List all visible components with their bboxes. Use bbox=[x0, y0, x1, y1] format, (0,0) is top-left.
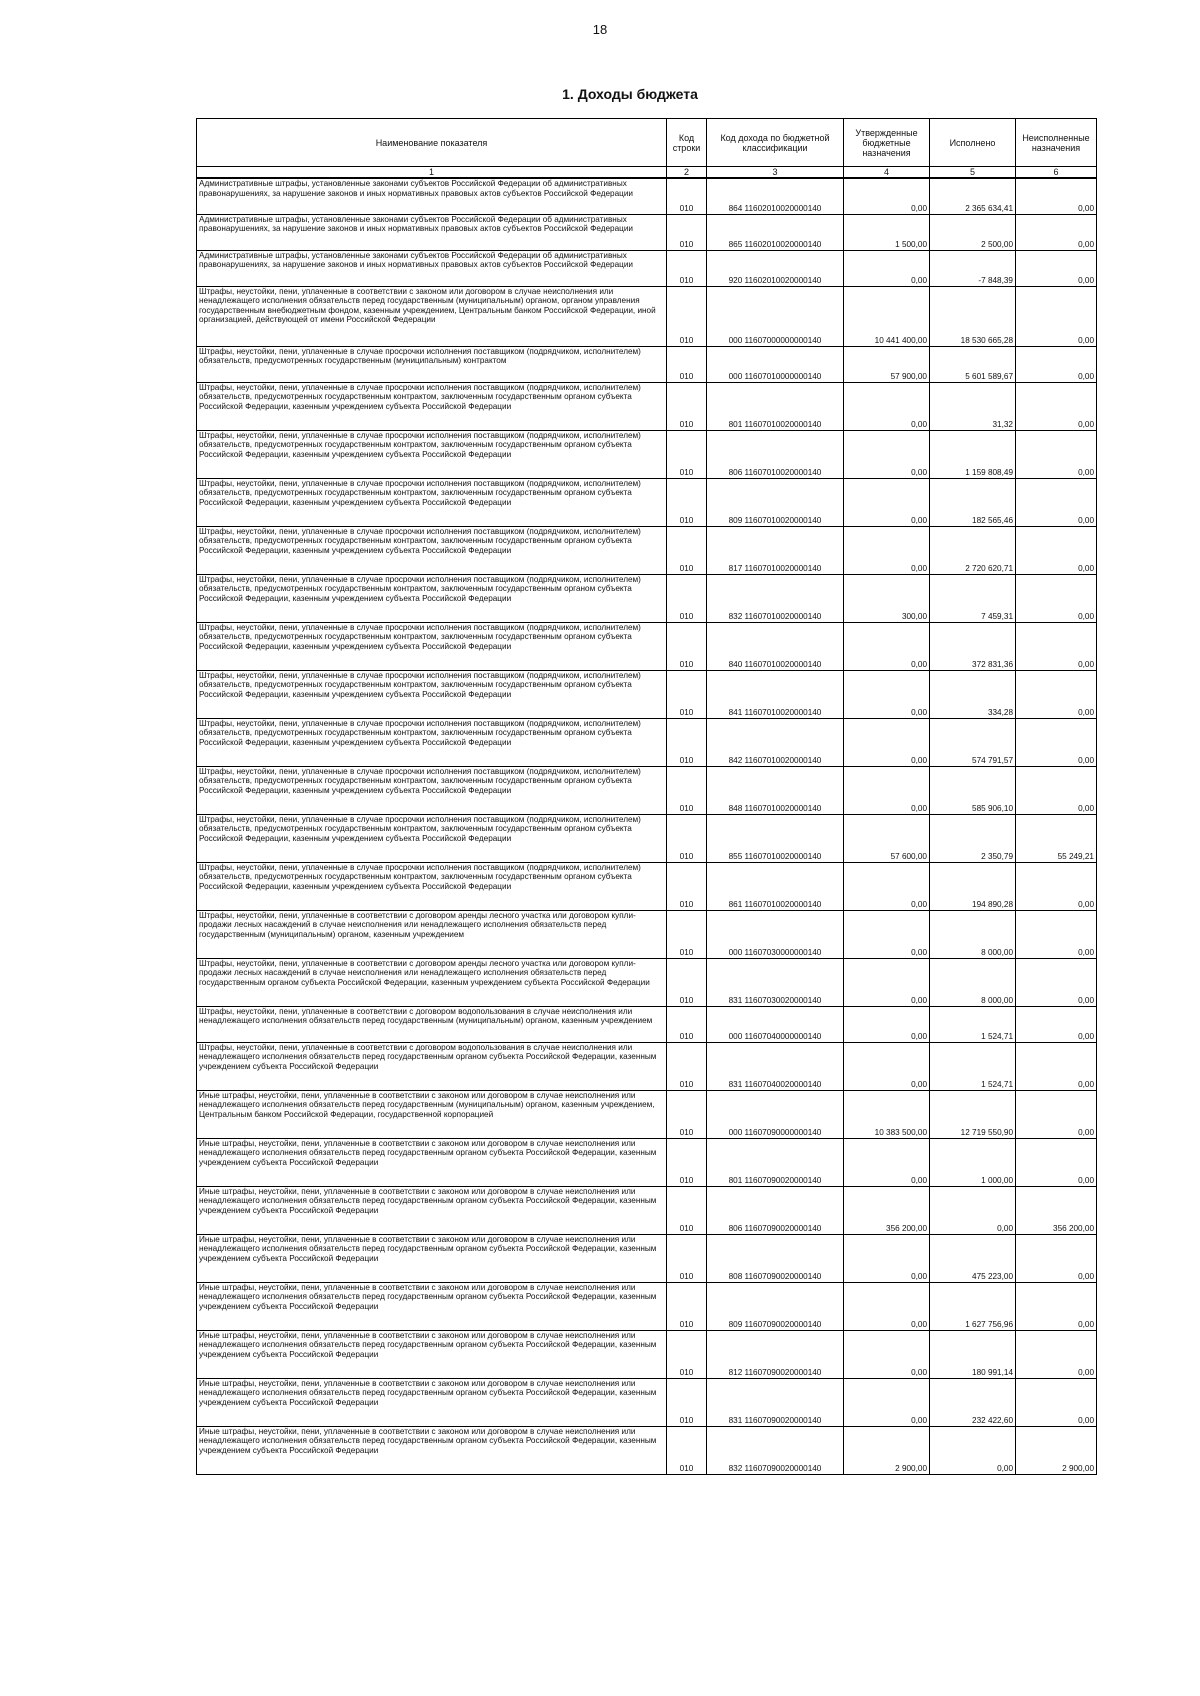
row-executed-cell: 2 720 620,71 bbox=[930, 526, 1016, 574]
row-executed-cell: 232 422,60 bbox=[930, 1378, 1016, 1426]
row-name-cell: Штрафы, неустойки, пени, уплаченные в соответствии с договором аренды лесного участка или договором купли-продажи лесных насаждений в случае неисполнения или ненадлежащего исполнения обязательств перед государственным (муниципальным) органом, казенным учреждением bbox=[197, 910, 667, 958]
row-executed-cell: 1 627 756,96 bbox=[930, 1282, 1016, 1330]
table-row bbox=[197, 1042, 1097, 1090]
row-name-cell: Административные штрафы, установленные законами субъектов Российской Федерации об административных правонарушениях, за нарушение законов и иных нормативных правовых актов субъектов Российской Федерации bbox=[197, 250, 667, 286]
column-number: 3 bbox=[707, 167, 844, 179]
row-approved-cell: 0,00 bbox=[844, 382, 930, 430]
row-approved-cell: 0,00 bbox=[844, 1006, 930, 1042]
table-row bbox=[197, 718, 1097, 766]
row-executed-cell: 574 791,57 bbox=[930, 718, 1016, 766]
row-unexecuted-cell: 0,00 bbox=[1016, 178, 1097, 214]
row-unexecuted-cell: 0,00 bbox=[1016, 910, 1097, 958]
row-line-code-cell: 010 bbox=[667, 574, 707, 622]
row-line-code-cell: 010 bbox=[667, 1234, 707, 1282]
row-line-code-cell: 010 bbox=[667, 382, 707, 430]
row-income-code-cell: 842 11607010020000140 bbox=[707, 718, 844, 766]
row-line-code-cell: 010 bbox=[667, 766, 707, 814]
row-line-code-cell: 010 bbox=[667, 1426, 707, 1474]
row-executed-cell: 2 350,79 bbox=[930, 814, 1016, 862]
row-unexecuted-cell: 0,00 bbox=[1016, 1330, 1097, 1378]
table-row bbox=[197, 430, 1097, 478]
row-name-cell: Штрафы, неустойки, пени, уплаченные в случае просрочки исполнения поставщиком (подрядчиком, исполнителем) обязательств, предусмотренных государственным контрактом, заключенным государственным органом субъекта Российской Федерации, казенным учреждением субъекта Российской Федерации bbox=[197, 382, 667, 430]
row-unexecuted-cell: 2 900,00 bbox=[1016, 1426, 1097, 1474]
table-row bbox=[197, 478, 1097, 526]
row-line-code-cell: 010 bbox=[667, 1006, 707, 1042]
row-income-code-cell: 806 11607090020000140 bbox=[707, 1186, 844, 1234]
page-number: 18 bbox=[592, 22, 608, 37]
row-income-code-cell: 831 11607090020000140 bbox=[707, 1378, 844, 1426]
row-name-cell: Штрафы, неустойки, пени, уплаченные в случае просрочки исполнения поставщиком (подрядчиком, исполнителем) обязательств, предусмотренных государственным (муниципальным) контрактом bbox=[197, 346, 667, 382]
table-row bbox=[197, 670, 1097, 718]
row-name-cell: Штрафы, неустойки, пени, уплаченные в соответствии с законом или договором в случае неисполнения или ненадлежащего исполнения обязательств перед государственным (муниципальным) органом, органом управления государственным внебюджетным фондом, казенным учреждением, Центральным банком Российской Федерации, иной организацией, действующей от имени Российской Федерации bbox=[197, 286, 667, 346]
column-number: 6 bbox=[1016, 167, 1097, 179]
row-approved-cell: 0,00 bbox=[844, 1330, 930, 1378]
row-approved-cell: 0,00 bbox=[844, 910, 930, 958]
row-executed-cell: 0,00 bbox=[930, 1186, 1016, 1234]
row-executed-cell: -7 848,39 bbox=[930, 250, 1016, 286]
row-unexecuted-cell: 0,00 bbox=[1016, 670, 1097, 718]
row-name-cell: Административные штрафы, установленные законами субъектов Российской Федерации об административных правонарушениях, за нарушение законов и иных нормативных правовых актов субъектов Российской Федерации bbox=[197, 214, 667, 250]
row-approved-cell: 57 900,00 bbox=[844, 346, 930, 382]
row-approved-cell: 300,00 bbox=[844, 574, 930, 622]
row-unexecuted-cell: 55 249,21 bbox=[1016, 814, 1097, 862]
table-row bbox=[197, 286, 1097, 346]
column-number: 4 bbox=[844, 167, 930, 179]
row-executed-cell: 182 565,46 bbox=[930, 478, 1016, 526]
row-approved-cell: 0,00 bbox=[844, 250, 930, 286]
row-income-code-cell: 840 11607010020000140 bbox=[707, 622, 844, 670]
row-unexecuted-cell: 0,00 bbox=[1016, 430, 1097, 478]
row-income-code-cell: 832 11607090020000140 bbox=[707, 1426, 844, 1474]
table-row bbox=[197, 1090, 1097, 1138]
row-executed-cell: 7 459,31 bbox=[930, 574, 1016, 622]
row-line-code-cell: 010 bbox=[667, 1090, 707, 1138]
header-executed: Исполнено bbox=[930, 119, 1016, 167]
row-income-code-cell: 000 11607000000000140 bbox=[707, 286, 844, 346]
column-number: 2 bbox=[667, 167, 707, 179]
row-name-cell: Иные штрафы, неустойки, пени, уплаченные в соответствии с законом или договором в случае неисполнения или ненадлежащего исполнения обязательств перед государственным органом субъекта Российской Федерации, казенным учреждением субъекта Российской Федерации bbox=[197, 1138, 667, 1186]
row-executed-cell: 334,28 bbox=[930, 670, 1016, 718]
table-row bbox=[197, 574, 1097, 622]
row-unexecuted-cell: 0,00 bbox=[1016, 1138, 1097, 1186]
row-executed-cell: 1 159 808,49 bbox=[930, 430, 1016, 478]
row-income-code-cell: 000 11607010000000140 bbox=[707, 346, 844, 382]
header-line-code: Код строки bbox=[667, 119, 707, 167]
table-row bbox=[197, 1378, 1097, 1426]
row-approved-cell: 0,00 bbox=[844, 178, 930, 214]
row-line-code-cell: 010 bbox=[667, 1378, 707, 1426]
header-name: Наименование показателя bbox=[197, 119, 667, 167]
row-approved-cell: 0,00 bbox=[844, 622, 930, 670]
row-name-cell: Иные штрафы, неустойки, пени, уплаченные в соответствии с законом или договором в случае неисполнения или ненадлежащего исполнения обязательств перед государственным органом субъекта Российской Федерации, казенным учреждением субъекта Российской Федерации bbox=[197, 1378, 667, 1426]
row-unexecuted-cell: 0,00 bbox=[1016, 1282, 1097, 1330]
row-line-code-cell: 010 bbox=[667, 1042, 707, 1090]
row-name-cell: Иные штрафы, неустойки, пени, уплаченные в соответствии с законом или договором в случае неисполнения или ненадлежащего исполнения обязательств перед государственным органом субъекта Российской Федерации, казенным учреждением субъекта Российской Федерации bbox=[197, 1330, 667, 1378]
row-name-cell: Иные штрафы, неустойки, пени, уплаченные в соответствии с законом или договором в случае неисполнения или ненадлежащего исполнения обязательств перед государственным органом субъекта Российской Федерации, казенным учреждением субъекта Российской Федерации bbox=[197, 1282, 667, 1330]
row-line-code-cell: 010 bbox=[667, 430, 707, 478]
row-name-cell: Иные штрафы, неустойки, пени, уплаченные в соответствии с законом или договором в случае неисполнения или ненадлежащего исполнения обязательств перед государственным органом субъекта Российской Федерации, казенным учреждением субъекта Российской Федерации bbox=[197, 1426, 667, 1474]
row-executed-cell: 12 719 550,90 bbox=[930, 1090, 1016, 1138]
row-approved-cell: 10 383 500,00 bbox=[844, 1090, 930, 1138]
row-unexecuted-cell: 0,00 bbox=[1016, 1006, 1097, 1042]
header-row bbox=[197, 119, 1097, 167]
table-row bbox=[197, 1426, 1097, 1474]
row-name-cell: Штрафы, неустойки, пени, уплаченные в случае просрочки исполнения поставщиком (подрядчиком, исполнителем) обязательств, предусмотренных государственным контрактом, заключенным государственным органом субъекта Российской Федерации, казенным учреждением субъекта Российской Федерации bbox=[197, 862, 667, 910]
row-executed-cell: 2 365 634,41 bbox=[930, 178, 1016, 214]
row-name-cell: Штрафы, неустойки, пени, уплаченные в случае просрочки исполнения поставщиком (подрядчиком, исполнителем) обязательств, предусмотренных государственным контрактом, заключенным государственным органом субъекта Российской Федерации, казенным учреждением субъекта Российской Федерации bbox=[197, 814, 667, 862]
row-income-code-cell: 801 11607010020000140 bbox=[707, 382, 844, 430]
row-approved-cell: 0,00 bbox=[844, 862, 930, 910]
row-line-code-cell: 010 bbox=[667, 862, 707, 910]
header-income-code: Код дохода по бюджетной классификации bbox=[707, 119, 844, 167]
table-row bbox=[197, 526, 1097, 574]
row-line-code-cell: 010 bbox=[667, 958, 707, 1006]
row-unexecuted-cell: 0,00 bbox=[1016, 214, 1097, 250]
row-unexecuted-cell: 0,00 bbox=[1016, 862, 1097, 910]
row-unexecuted-cell: 0,00 bbox=[1016, 1042, 1097, 1090]
table-row bbox=[197, 178, 1097, 214]
row-unexecuted-cell: 0,00 bbox=[1016, 526, 1097, 574]
row-approved-cell: 2 900,00 bbox=[844, 1426, 930, 1474]
row-executed-cell: 585 906,10 bbox=[930, 766, 1016, 814]
table-row bbox=[197, 1138, 1097, 1186]
row-income-code-cell: 848 11607010020000140 bbox=[707, 766, 844, 814]
table-row bbox=[197, 250, 1097, 286]
table-row bbox=[197, 1330, 1097, 1378]
row-executed-cell: 194 890,28 bbox=[930, 862, 1016, 910]
row-line-code-cell: 010 bbox=[667, 214, 707, 250]
row-unexecuted-cell: 0,00 bbox=[1016, 1378, 1097, 1426]
row-line-code-cell: 010 bbox=[667, 250, 707, 286]
row-name-cell: Иные штрафы, неустойки, пени, уплаченные в соответствии с законом или договором в случае неисполнения или ненадлежащего исполнения обязательств перед государственным органом субъекта Российской Федерации, казенным учреждением субъекта Российской Федерации bbox=[197, 1234, 667, 1282]
row-name-cell: Штрафы, неустойки, пени, уплаченные в случае просрочки исполнения поставщиком (подрядчиком, исполнителем) обязательств, предусмотренных государственным контрактом, заключенным государственным органом субъекта Российской Федерации, казенным учреждением субъекта Российской Федерации bbox=[197, 478, 667, 526]
row-approved-cell: 0,00 bbox=[844, 1378, 930, 1426]
table-body bbox=[197, 178, 1097, 1474]
row-unexecuted-cell: 0,00 bbox=[1016, 478, 1097, 526]
row-income-code-cell: 817 11607010020000140 bbox=[707, 526, 844, 574]
row-executed-cell: 1 000,00 bbox=[930, 1138, 1016, 1186]
row-line-code-cell: 010 bbox=[667, 526, 707, 574]
header-unexecuted: Неисполненные назначения bbox=[1016, 119, 1097, 167]
row-line-code-cell: 010 bbox=[667, 346, 707, 382]
row-unexecuted-cell: 0,00 bbox=[1016, 1090, 1097, 1138]
row-executed-cell: 475 223,00 bbox=[930, 1234, 1016, 1282]
row-name-cell: Штрафы, неустойки, пени, уплаченные в соответствии с договором водопользования в случае неисполнения или ненадлежащего исполнения обязательств перед государственным органом субъекта Российской Федерации, казенным учреждением субъекта Российской Федерации bbox=[197, 1042, 667, 1090]
table-row bbox=[197, 1006, 1097, 1042]
row-name-cell: Административные штрафы, установленные законами субъектов Российской Федерации об административных правонарушениях, за нарушение законов и иных нормативных правовых актов субъектов Российской Федерации bbox=[197, 178, 667, 214]
row-approved-cell: 0,00 bbox=[844, 1282, 930, 1330]
row-line-code-cell: 010 bbox=[667, 670, 707, 718]
row-income-code-cell: 864 11602010020000140 bbox=[707, 178, 844, 214]
row-income-code-cell: 865 11602010020000140 bbox=[707, 214, 844, 250]
row-unexecuted-cell: 0,00 bbox=[1016, 718, 1097, 766]
row-approved-cell: 10 441 400,00 bbox=[844, 286, 930, 346]
row-income-code-cell: 808 11607090020000140 bbox=[707, 1234, 844, 1282]
row-executed-cell: 8 000,00 bbox=[930, 910, 1016, 958]
row-income-code-cell: 806 11607010020000140 bbox=[707, 430, 844, 478]
row-approved-cell: 0,00 bbox=[844, 1042, 930, 1090]
row-executed-cell: 8 000,00 bbox=[930, 958, 1016, 1006]
row-approved-cell: 1 500,00 bbox=[844, 214, 930, 250]
row-unexecuted-cell: 0,00 bbox=[1016, 286, 1097, 346]
row-income-code-cell: 831 11607040020000140 bbox=[707, 1042, 844, 1090]
table-row bbox=[197, 814, 1097, 862]
row-approved-cell: 0,00 bbox=[844, 430, 930, 478]
page-title: 1. Доходы бюджета bbox=[562, 86, 698, 102]
header-approved: Утвержденные бюджетные назначения bbox=[844, 119, 930, 167]
table-row bbox=[197, 1234, 1097, 1282]
row-line-code-cell: 010 bbox=[667, 910, 707, 958]
row-line-code-cell: 010 bbox=[667, 1138, 707, 1186]
row-name-cell: Штрафы, неустойки, пени, уплаченные в случае просрочки исполнения поставщиком (подрядчиком, исполнителем) обязательств, предусмотренных государственным контрактом, заключенным государственным органом субъекта Российской Федерации, казенным учреждением субъекта Российской Федерации bbox=[197, 622, 667, 670]
row-executed-cell: 1 524,71 bbox=[930, 1042, 1016, 1090]
row-unexecuted-cell: 356 200,00 bbox=[1016, 1186, 1097, 1234]
row-approved-cell: 57 600,00 bbox=[844, 814, 930, 862]
row-unexecuted-cell: 0,00 bbox=[1016, 346, 1097, 382]
row-income-code-cell: 841 11607010020000140 bbox=[707, 670, 844, 718]
row-name-cell: Штрафы, неустойки, пени, уплаченные в случае просрочки исполнения поставщиком (подрядчиком, исполнителем) обязательств, предусмотренных государственным контрактом, заключенным государственным органом субъекта Российской Федерации, казенным учреждением субъекта Российской Федерации bbox=[197, 430, 667, 478]
row-unexecuted-cell: 0,00 bbox=[1016, 1234, 1097, 1282]
row-executed-cell: 180 991,14 bbox=[930, 1330, 1016, 1378]
row-income-code-cell: 000 11607040000000140 bbox=[707, 1006, 844, 1042]
row-approved-cell: 0,00 bbox=[844, 1138, 930, 1186]
row-name-cell: Штрафы, неустойки, пени, уплаченные в соответствии с договором аренды лесного участка или договором купли-продажи лесных насаждений в случае неисполнения или ненадлежащего исполнения обязательств перед государственным органом субъекта Российской Федерации, казенным учреждением субъекта Российской Федерации bbox=[197, 958, 667, 1006]
row-income-code-cell: 831 11607030020000140 bbox=[707, 958, 844, 1006]
row-name-cell: Штрафы, неустойки, пени, уплаченные в случае просрочки исполнения поставщиком (подрядчиком, исполнителем) обязательств, предусмотренных государственным контрактом, заключенным государственным органом субъекта Российской Федерации, казенным учреждением субъекта Российской Федерации bbox=[197, 718, 667, 766]
row-line-code-cell: 010 bbox=[667, 814, 707, 862]
row-unexecuted-cell: 0,00 bbox=[1016, 250, 1097, 286]
row-income-code-cell: 832 11607010020000140 bbox=[707, 574, 844, 622]
row-line-code-cell: 010 bbox=[667, 622, 707, 670]
row-income-code-cell: 809 11607090020000140 bbox=[707, 1282, 844, 1330]
row-executed-cell: 31,32 bbox=[930, 382, 1016, 430]
row-approved-cell: 0,00 bbox=[844, 718, 930, 766]
row-income-code-cell: 801 11607090020000140 bbox=[707, 1138, 844, 1186]
row-approved-cell: 0,00 bbox=[844, 1234, 930, 1282]
row-name-cell: Штрафы, неустойки, пени, уплаченные в случае просрочки исполнения поставщиком (подрядчиком, исполнителем) обязательств, предусмотренных государственным контрактом, заключенным государственным органом субъекта Российской Федерации, казенным учреждением субъекта Российской Федерации bbox=[197, 526, 667, 574]
row-approved-cell: 0,00 bbox=[844, 526, 930, 574]
column-number: 5 bbox=[930, 167, 1016, 179]
row-executed-cell: 2 500,00 bbox=[930, 214, 1016, 250]
column-number-row bbox=[197, 167, 1097, 179]
row-executed-cell: 372 831,36 bbox=[930, 622, 1016, 670]
row-line-code-cell: 010 bbox=[667, 1330, 707, 1378]
table-row bbox=[197, 862, 1097, 910]
column-number: 1 bbox=[197, 167, 667, 179]
row-income-code-cell: 812 11607090020000140 bbox=[707, 1330, 844, 1378]
table-row bbox=[197, 214, 1097, 250]
row-line-code-cell: 010 bbox=[667, 478, 707, 526]
table-row bbox=[197, 1186, 1097, 1234]
table-row bbox=[197, 622, 1097, 670]
row-unexecuted-cell: 0,00 bbox=[1016, 382, 1097, 430]
row-line-code-cell: 010 bbox=[667, 178, 707, 214]
row-unexecuted-cell: 0,00 bbox=[1016, 766, 1097, 814]
row-line-code-cell: 010 bbox=[667, 718, 707, 766]
row-approved-cell: 0,00 bbox=[844, 958, 930, 1006]
row-income-code-cell: 861 11607010020000140 bbox=[707, 862, 844, 910]
row-approved-cell: 0,00 bbox=[844, 670, 930, 718]
row-approved-cell: 0,00 bbox=[844, 478, 930, 526]
row-executed-cell: 5 601 589,67 bbox=[930, 346, 1016, 382]
row-name-cell: Штрафы, неустойки, пени, уплаченные в соответствии с договором водопользования в случае неисполнения или ненадлежащего исполнения обязательств перед государственным (муниципальным) органом, казенным учреждением bbox=[197, 1006, 667, 1042]
row-executed-cell: 1 524,71 bbox=[930, 1006, 1016, 1042]
row-unexecuted-cell: 0,00 bbox=[1016, 622, 1097, 670]
income-table bbox=[196, 118, 1097, 1475]
table-row bbox=[197, 910, 1097, 958]
table-row bbox=[197, 1282, 1097, 1330]
row-income-code-cell: 809 11607010020000140 bbox=[707, 478, 844, 526]
row-income-code-cell: 855 11607010020000140 bbox=[707, 814, 844, 862]
row-executed-cell: 18 530 665,28 bbox=[930, 286, 1016, 346]
row-line-code-cell: 010 bbox=[667, 1186, 707, 1234]
row-line-code-cell: 010 bbox=[667, 1282, 707, 1330]
row-unexecuted-cell: 0,00 bbox=[1016, 574, 1097, 622]
row-line-code-cell: 010 bbox=[667, 286, 707, 346]
row-name-cell: Штрафы, неустойки, пени, уплаченные в случае просрочки исполнения поставщиком (подрядчиком, исполнителем) обязательств, предусмотренных государственным контрактом, заключенным государственным органом субъекта Российской Федерации, казенным учреждением субъекта Российской Федерации bbox=[197, 766, 667, 814]
table-row bbox=[197, 766, 1097, 814]
table-row bbox=[197, 958, 1097, 1006]
row-unexecuted-cell: 0,00 bbox=[1016, 958, 1097, 1006]
row-income-code-cell: 000 11607090000000140 bbox=[707, 1090, 844, 1138]
row-name-cell: Иные штрафы, неустойки, пени, уплаченные в соответствии с законом или договором в случае неисполнения или ненадлежащего исполнения обязательств перед государственным органом субъекта Российской Федерации, казенным учреждением субъекта Российской Федерации bbox=[197, 1186, 667, 1234]
table-row bbox=[197, 346, 1097, 382]
table-row bbox=[197, 382, 1097, 430]
row-approved-cell: 356 200,00 bbox=[844, 1186, 930, 1234]
row-name-cell: Штрафы, неустойки, пени, уплаченные в случае просрочки исполнения поставщиком (подрядчиком, исполнителем) обязательств, предусмотренных государственным контрактом, заключенным государственным органом субъекта Российской Федерации, казенным учреждением субъекта Российской Федерации bbox=[197, 670, 667, 718]
row-income-code-cell: 000 11607030000000140 bbox=[707, 910, 844, 958]
row-approved-cell: 0,00 bbox=[844, 766, 930, 814]
row-income-code-cell: 920 11602010020000140 bbox=[707, 250, 844, 286]
row-executed-cell: 0,00 bbox=[930, 1426, 1016, 1474]
row-name-cell: Штрафы, неустойки, пени, уплаченные в случае просрочки исполнения поставщиком (подрядчиком, исполнителем) обязательств, предусмотренных государственным контрактом, заключенным государственным органом субъекта Российской Федерации, казенным учреждением субъекта Российской Федерации bbox=[197, 574, 667, 622]
row-name-cell: Иные штрафы, неустойки, пени, уплаченные в соответствии с законом или договором в случае неисполнения или ненадлежащего исполнения обязательств перед государственным (муниципальным) органом, казенным учреждением, Центральным банком Российской Федерации, государственной корпорацией bbox=[197, 1090, 667, 1138]
